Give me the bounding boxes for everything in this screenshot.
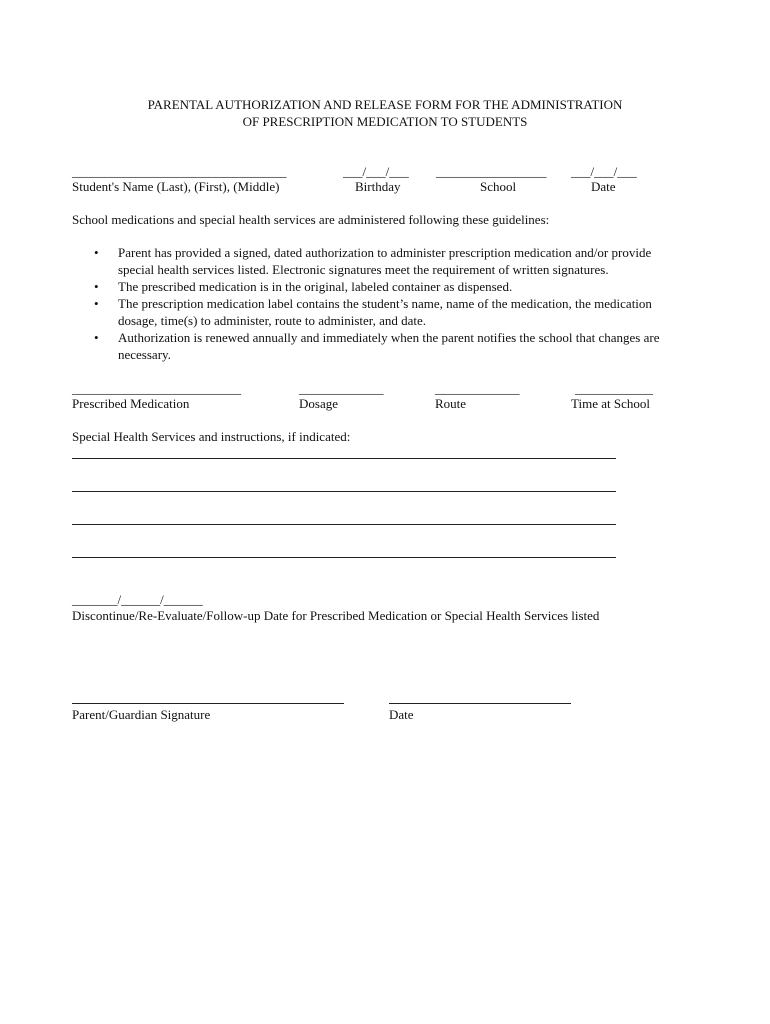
- special-services-line-3[interactable]: [72, 524, 616, 525]
- special-services-line-2[interactable]: [72, 491, 616, 492]
- bullet-glyph: •: [94, 279, 99, 294]
- list-item-text: The prescribed medication is in the original, labeled container as dispensed.: [118, 279, 513, 294]
- form-title-line-2: OF PRESCRIPTION MEDICATION TO STUDENTS: [242, 114, 528, 129]
- special-services-line-1[interactable]: [72, 458, 616, 459]
- birthday-field[interactable]: ___/___/___: [343, 164, 409, 179]
- bullet-glyph: •: [94, 296, 99, 311]
- list-item-text: The prescription medication label contains the student’s name, name of the medication, the medication: [118, 296, 652, 311]
- list-item: [72, 295, 712, 329]
- parent-signature-line[interactable]: [72, 703, 344, 704]
- bullet-glyph: •: [94, 245, 99, 260]
- student-name-field[interactable]: _________________________________: [72, 164, 287, 179]
- special-services-label: Special Health Services and instructions, if indicated:: [72, 429, 351, 444]
- list-item: [72, 244, 712, 278]
- guidelines-list: [72, 244, 712, 363]
- time-at-school-label: Time at School: [571, 396, 650, 411]
- list-item: [72, 278, 712, 295]
- birthday-label: Birthday: [355, 179, 401, 194]
- dosage-field[interactable]: _____________: [299, 381, 384, 396]
- date-label: Date: [591, 179, 616, 194]
- prescribed-medication-field[interactable]: __________________________: [72, 381, 241, 396]
- school-label: School: [480, 179, 517, 194]
- student-name-label: Student's Name (Last), (First), (Middle): [72, 179, 280, 194]
- list-item-text: Parent has provided a signed, dated authorization to administer prescription medication and/or provide: [118, 245, 652, 260]
- route-field[interactable]: _____________: [435, 381, 520, 396]
- followup-date-label: Discontinue/Re-Evaluate/Follow-up Date for Prescribed Medication or Special Health Services listed: [72, 608, 600, 623]
- list-item-text: necessary.: [118, 347, 171, 362]
- list-item: [72, 329, 712, 363]
- bullet-glyph: •: [94, 330, 99, 345]
- time-at-school-field[interactable]: ____________: [575, 381, 653, 396]
- dosage-label: Dosage: [299, 396, 338, 411]
- signature-date-label: Date: [389, 707, 414, 722]
- special-services-line-4[interactable]: [72, 557, 616, 558]
- parent-signature-label: Parent/Guardian Signature: [72, 707, 211, 722]
- date-field[interactable]: ___/___/___: [571, 164, 637, 179]
- prescribed-medication-label: Prescribed Medication: [72, 396, 190, 411]
- form-title-line-1: PARENTAL AUTHORIZATION AND RELEASE FORM FOR THE ADMINISTRATION: [147, 97, 623, 112]
- list-item-text: special health services listed. Electronic signatures meet the requirement of written signatures.: [118, 262, 609, 277]
- school-field[interactable]: _________________: [436, 164, 547, 179]
- guidelines-intro: School medications and special health services are administered following these guidelines:: [72, 212, 550, 227]
- signature-date-line[interactable]: [389, 703, 571, 704]
- list-item-text: Authorization is renewed annually and immediately when the parent notifies the school that changes are: [118, 330, 660, 345]
- list-item-text: dosage, time(s) to administer, route to administer, and date.: [118, 313, 426, 328]
- route-label: Route: [435, 396, 467, 411]
- followup-date-field[interactable]: _______/______/______: [72, 592, 203, 607]
